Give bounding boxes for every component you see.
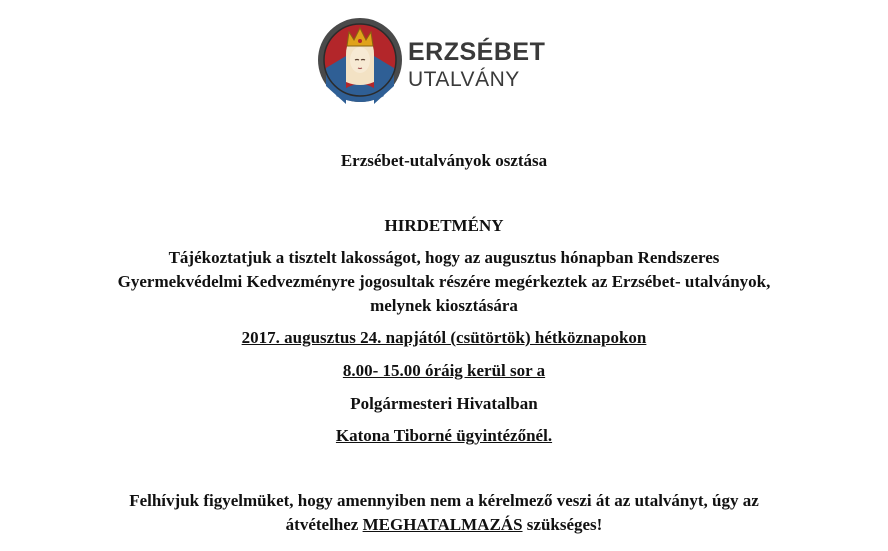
hours-text: 8.00- 15.00 óráig kerül sor a: [342, 361, 546, 380]
distribution-hours: [0, 359, 888, 383]
queen-emblem-icon: [316, 16, 404, 104]
intro-paragraph: [0, 246, 888, 318]
emblem-eye-right: [361, 60, 365, 61]
document-subtitle: Erzsébet-utalványok osztása: [340, 151, 548, 170]
notice-line-1: Felhívjuk figyelmüket, hogy amennyiben nem a kérelmező veszi át az utalványt, úgy az: [129, 491, 759, 510]
notice-prefix: átvételhez: [285, 515, 363, 534]
notice-suffix: szükséges!: [522, 515, 603, 534]
intro-line: Tájékoztatjuk a tisztelt lakosságot, hogy az augusztus hónapban Rendszeres: [168, 248, 720, 267]
erzsebet-logo: [316, 16, 556, 104]
notice-line-2: [0, 513, 888, 537]
officer-name: [0, 424, 888, 448]
logo-title: ERZSÉBET: [408, 38, 546, 66]
distribution-place: Polgármesteri Hivatalban: [350, 394, 538, 413]
authorization-emphasis: MEGHATALMAZÁS: [362, 515, 523, 534]
authorization-notice: [0, 489, 888, 537]
intro-line: melynek kiosztására: [370, 296, 518, 315]
date-text: 2017. augusztus 24. napjától (csütörtök) hétköznapokon: [241, 328, 647, 347]
emblem-eye-left: [355, 60, 359, 61]
officer-text: Katona Tiborné ügyintézőnél.: [335, 426, 553, 445]
logo-subtitle: UTALVÁNY: [408, 68, 520, 91]
distribution-date: [0, 326, 888, 350]
intro-line: Gyermekvédelmi Kedvezményre jogosultak részére megérkeztek az Erzsébet- utalványok,: [117, 272, 771, 291]
notice-heading: HIRDETMÉNY: [384, 216, 504, 235]
emblem-crown-jewel: [358, 39, 362, 43]
emblem-mouth: [358, 68, 362, 69]
